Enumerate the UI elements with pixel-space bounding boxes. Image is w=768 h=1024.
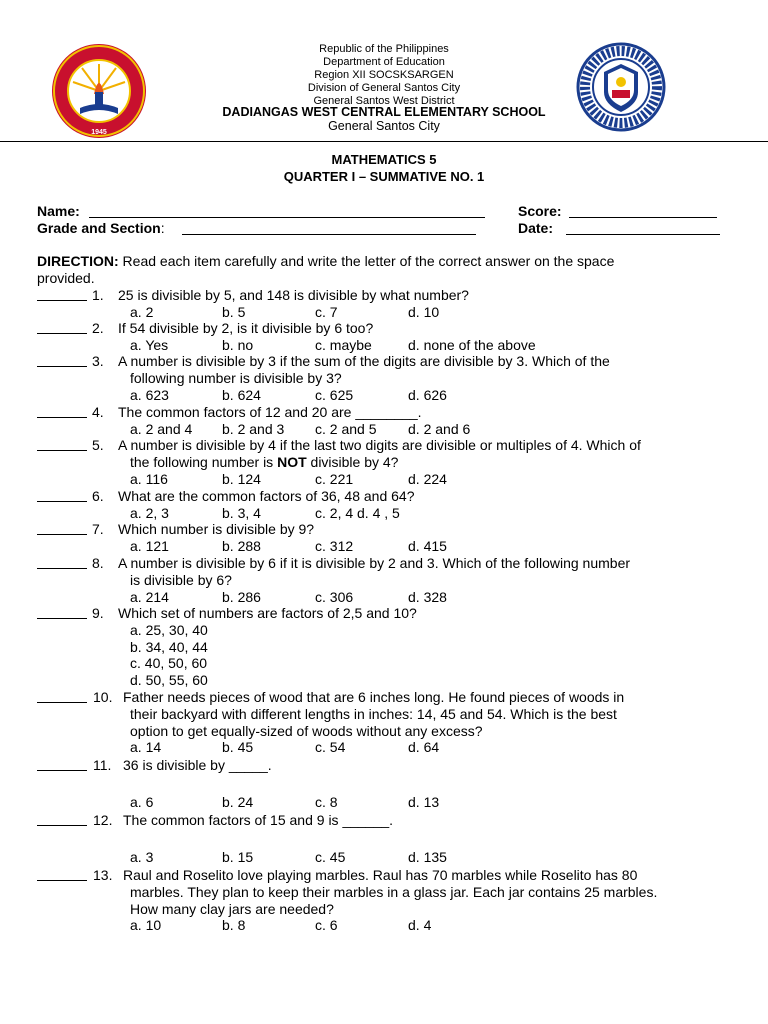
answer-choice: c. 312: [315, 537, 354, 554]
question-number: 11.: [93, 757, 112, 773]
question-text: is divisible by 6?: [130, 571, 232, 588]
answer-choice: d. 415: [408, 537, 447, 554]
answer-choice: a. 2: [130, 303, 154, 320]
answer-blank[interactable]: [37, 770, 87, 771]
answer-choice: d. 2 and 6: [408, 420, 471, 437]
answer-blank[interactable]: [37, 880, 87, 881]
answer-blank[interactable]: [37, 825, 87, 826]
question-number: 10.: [93, 689, 113, 705]
question-text: The common factors of 15 and 9 is ______.: [123, 812, 394, 828]
answer-choice: c. 54: [315, 739, 346, 756]
header-line-1: Republic of the Philippines: [319, 43, 449, 55]
school-name: DADIANGAS WEST CENTRAL ELEMENTARY SCHOOL: [222, 105, 546, 119]
answer-choice: c. 6: [315, 917, 338, 934]
answer-blank[interactable]: [37, 534, 87, 535]
question-text: A number is divisible by 4 if the last two digits are divisible or multiples of 4. Which of: [118, 437, 641, 453]
direction: [37, 253, 614, 269]
answer-blank[interactable]: [37, 618, 87, 619]
grade-section-label: Grade and Section:: [37, 220, 165, 236]
name-field[interactable]: [89, 217, 485, 218]
date-label: Date:: [518, 220, 554, 236]
answer-blank[interactable]: [37, 568, 87, 569]
answer-choice: d. 626: [408, 386, 447, 403]
answer-choice: d. 328: [408, 588, 447, 605]
answer-choice: b. 24: [222, 793, 254, 810]
header-divider: [0, 141, 768, 142]
subject-title: MATHEMATICS 5: [331, 152, 437, 167]
answer-choice: b. 34, 40, 44: [130, 638, 208, 655]
answer-choice: d. 4: [408, 917, 432, 934]
question-text: Which set of numbers are factors of 2,5 and 10?: [118, 605, 417, 621]
seal-year: 1945: [91, 129, 107, 136]
answer-choice: b. 288: [222, 537, 261, 554]
question-number: 1.: [92, 287, 104, 303]
question-number: 4.: [92, 404, 104, 420]
question-number: 3.: [92, 353, 104, 369]
question-text: A number is divisible by 3 if the sum of the digits are divisible by 3. Which of the: [118, 353, 610, 369]
question-number: 2.: [92, 320, 104, 336]
score-field[interactable]: [569, 217, 717, 218]
answer-choice: c. 625: [315, 386, 354, 403]
answer-choice: d. 50, 55, 60: [130, 672, 208, 689]
question-text: option to get equally-sized of woods without any excess?: [130, 722, 483, 739]
answer-choice: c. 40, 50, 60: [130, 655, 208, 672]
question-text: If 54 divisible by 2, is it divisible by 6 too?: [118, 320, 374, 336]
answer-choice: a. 214: [130, 588, 169, 605]
question-text: How many clay jars are needed?: [130, 900, 334, 917]
question-text: The common factors of 12 and 20 are ________.: [118, 404, 422, 420]
question-number: 12.: [93, 812, 113, 828]
header-line-5: General Santos West District: [313, 95, 455, 107]
answer-choice: d. 224: [408, 470, 447, 487]
answer-choice: a. 121: [130, 537, 169, 554]
question-number: 8.: [92, 555, 104, 571]
answer-choice: d. none of the above: [408, 336, 536, 353]
question-text: following number is divisible by 3?: [130, 369, 342, 386]
question-text: the following number is NOT divisible by 4?: [130, 453, 399, 470]
answer-choice: a. 2 and 4: [130, 420, 193, 437]
answer-choice: b. no: [222, 336, 254, 353]
answer-choice: b. 2 and 3: [222, 420, 285, 437]
answer-choice: a. 623: [130, 386, 169, 403]
answer-choice: a. Yes: [130, 336, 169, 353]
answer-blank[interactable]: [37, 333, 87, 334]
answer-choice: b. 124: [222, 470, 261, 487]
grade-section-field[interactable]: [182, 234, 476, 235]
answer-choice: c. 45: [315, 848, 346, 865]
question-number: 13.: [93, 867, 113, 883]
answer-choice: c. 2, 4 d. 4 , 5: [315, 504, 400, 521]
header-line-4: Division of General Santos City: [307, 82, 461, 94]
answer-choice: a. 116: [130, 470, 168, 487]
answer-blank[interactable]: [37, 300, 87, 301]
answer-choice: d. 64: [408, 739, 440, 756]
direction-label: DIRECTION:: [37, 253, 119, 269]
answer-choice: a. 6: [130, 793, 154, 810]
answer-choice: b. 5: [222, 303, 246, 320]
question-number: 9.: [92, 605, 104, 621]
header-line-2: Department of Education: [323, 56, 445, 68]
question-number: 7.: [92, 521, 104, 537]
answer-blank[interactable]: [37, 417, 87, 418]
score-label: Score:: [518, 203, 562, 219]
school-city: General Santos City: [328, 119, 440, 133]
answer-choice: c. 7: [315, 303, 338, 320]
answer-choice: b. 8: [222, 917, 246, 934]
date-field[interactable]: [566, 234, 720, 235]
name-label: Name:: [37, 203, 80, 219]
quarter-title: QUARTER I – SUMMATIVE NO. 1: [283, 169, 485, 184]
question-number: 5.: [92, 437, 104, 453]
question-text: marbles. They plan to keep their marbles in a glass jar. Each jar contains 25 marbles.: [130, 883, 658, 900]
question-text: their backyard with different lengths in inches: 14, 45 and 54. Which is the best: [130, 705, 617, 722]
answer-blank[interactable]: [37, 702, 87, 703]
question-text: What are the common factors of 36, 48 and 64?: [118, 488, 415, 504]
answer-choice: a. 10: [130, 917, 162, 934]
answer-choice: b. 624: [222, 386, 261, 403]
question-text: Raul and Roselito love playing marbles. Raul has 70 marbles while Roselito has 80: [123, 867, 638, 883]
answer-blank[interactable]: [37, 366, 87, 367]
question-text: Which number is divisible by 9?: [118, 521, 315, 537]
question-text: Father needs pieces of wood that are 6 inches long. He found pieces of woods in: [123, 689, 625, 705]
answer-choice: d. 135: [408, 848, 447, 865]
answer-choice: b. 45: [222, 739, 254, 756]
question-text: A number is divisible by 6 if it is divisible by 2 and 3. Which of the following number: [118, 555, 631, 571]
answer-choice: a. 3: [130, 848, 154, 865]
answer-choice: d. 10: [408, 303, 440, 320]
answer-choice: c. 2 and 5: [315, 420, 377, 437]
question-text: 25 is divisible by 5, and 148 is divisible by what number?: [118, 287, 469, 303]
answer-choice: a. 25, 30, 40: [130, 621, 208, 638]
answer-choice: c. 8: [315, 793, 338, 810]
answer-choice: a. 2, 3: [130, 504, 169, 521]
answer-choice: b. 3, 4: [222, 504, 261, 521]
direction-text: Read each item carefully and write the letter of the correct answer on the space: [118, 253, 615, 269]
answer-blank[interactable]: [37, 450, 87, 451]
question-number: 6.: [92, 488, 104, 504]
question-text: 36 is divisible by _____.: [123, 757, 272, 773]
answer-choice: b. 286: [222, 588, 261, 605]
answer-choice: c. 221: [315, 470, 354, 487]
answer-choice: c. 306: [315, 588, 354, 605]
direction-text-cont: provided.: [37, 270, 95, 286]
answer-choice: c. maybe: [315, 336, 372, 353]
answer-choice: d. 13: [408, 793, 440, 810]
answer-blank[interactable]: [37, 501, 87, 502]
answer-choice: a. 14: [130, 739, 162, 756]
answer-choice: b. 15: [222, 848, 254, 865]
header-line-3: Region XII SOCSKSARGEN: [314, 69, 454, 81]
